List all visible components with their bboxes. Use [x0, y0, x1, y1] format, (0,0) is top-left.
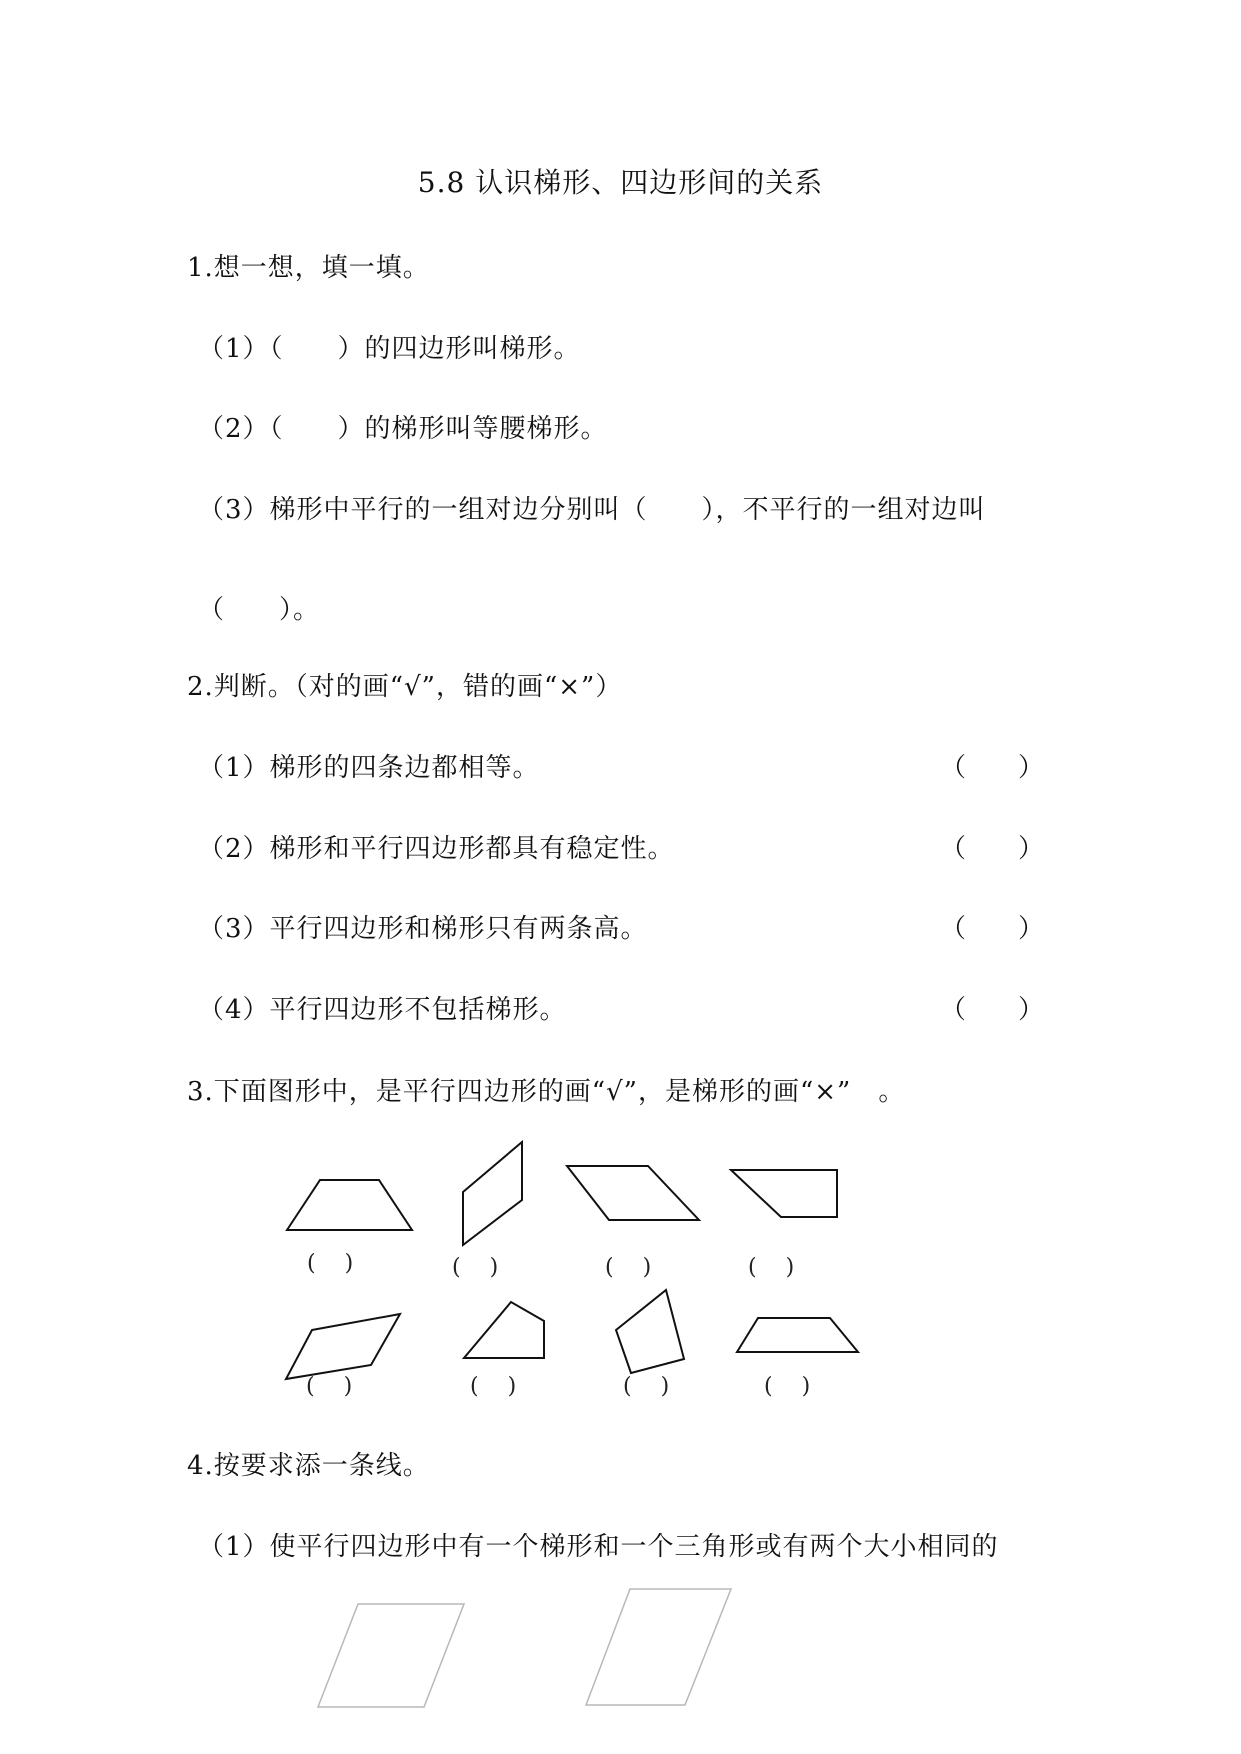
shape-1-trapezoid — [287, 1180, 412, 1230]
shape-4-blank[interactable]: ( ) — [748, 1255, 795, 1280]
q2-answer-blank-4[interactable]: （ ） — [940, 995, 1045, 1025]
shape-5-parallelogram — [286, 1314, 400, 1379]
shape-3-blank[interactable]: ( ) — [605, 1255, 652, 1280]
q2-item-1: （1）梯形的四条边都相等。 — [198, 753, 540, 783]
shape-2-parallelogram — [463, 1142, 522, 1245]
shape-7-blank[interactable]: ( ) — [623, 1374, 670, 1399]
q2-answer-blank-1[interactable]: （ ） — [940, 753, 1045, 783]
shape-1-blank[interactable]: ( ) — [307, 1251, 354, 1276]
q3-heading: 3.下面图形中，是平行四边形的画“√”，是梯形的画“×” 。 — [187, 1077, 906, 1107]
q4-item-1: （1）使平行四边形中有一个梯形和一个三角形或有两个大小相同的 — [198, 1532, 999, 1562]
q2-answer-blank-2[interactable]: （ ） — [940, 834, 1045, 864]
shape-6-blank[interactable]: ( ) — [470, 1374, 517, 1399]
q1-item-1: （1）（ ）的四边形叫梯形。 — [198, 334, 581, 364]
q2-answer-blank-3[interactable]: （ ） — [940, 914, 1045, 944]
shape-4-trapezoid — [731, 1170, 837, 1217]
shape-8-trapezoid — [737, 1318, 858, 1352]
q2-item-4: （4）平行四边形不包括梯形。 — [198, 995, 567, 1025]
q2-heading: 2.判断。（对的画“√”，错的画“×”） — [187, 672, 623, 702]
q1-item-3-cont: （ ）。 — [198, 595, 321, 625]
q4-parallelogram-1[interactable] — [318, 1604, 464, 1707]
q1-item-3: （3）梯形中平行的一组对边分别叫（ ），不平行的一组对边叫 — [198, 495, 986, 525]
shape-8-blank[interactable]: ( ) — [764, 1374, 811, 1399]
page-title: 5.8 认识梯形、四边形间的关系 — [417, 166, 824, 199]
q4-parallelogram-2[interactable] — [586, 1589, 731, 1705]
q2-item-2: （2）梯形和平行四边形都具有稳定性。 — [198, 834, 675, 864]
q1-heading: 1.想一想，填一填。 — [187, 253, 430, 283]
shape-7-quadrilateral — [616, 1290, 684, 1373]
q1-item-2: （2）（ ）的梯形叫等腰梯形。 — [198, 414, 608, 444]
shape-5-blank[interactable]: ( ) — [306, 1374, 353, 1399]
shape-3-parallelogram — [567, 1166, 699, 1220]
q4-heading: 4.按要求添一条线。 — [187, 1451, 430, 1481]
q2-item-3: （3）平行四边形和梯形只有两条高。 — [198, 914, 648, 944]
shape-2-blank[interactable]: ( ) — [452, 1255, 499, 1280]
shape-6-quadrilateral — [464, 1302, 544, 1358]
